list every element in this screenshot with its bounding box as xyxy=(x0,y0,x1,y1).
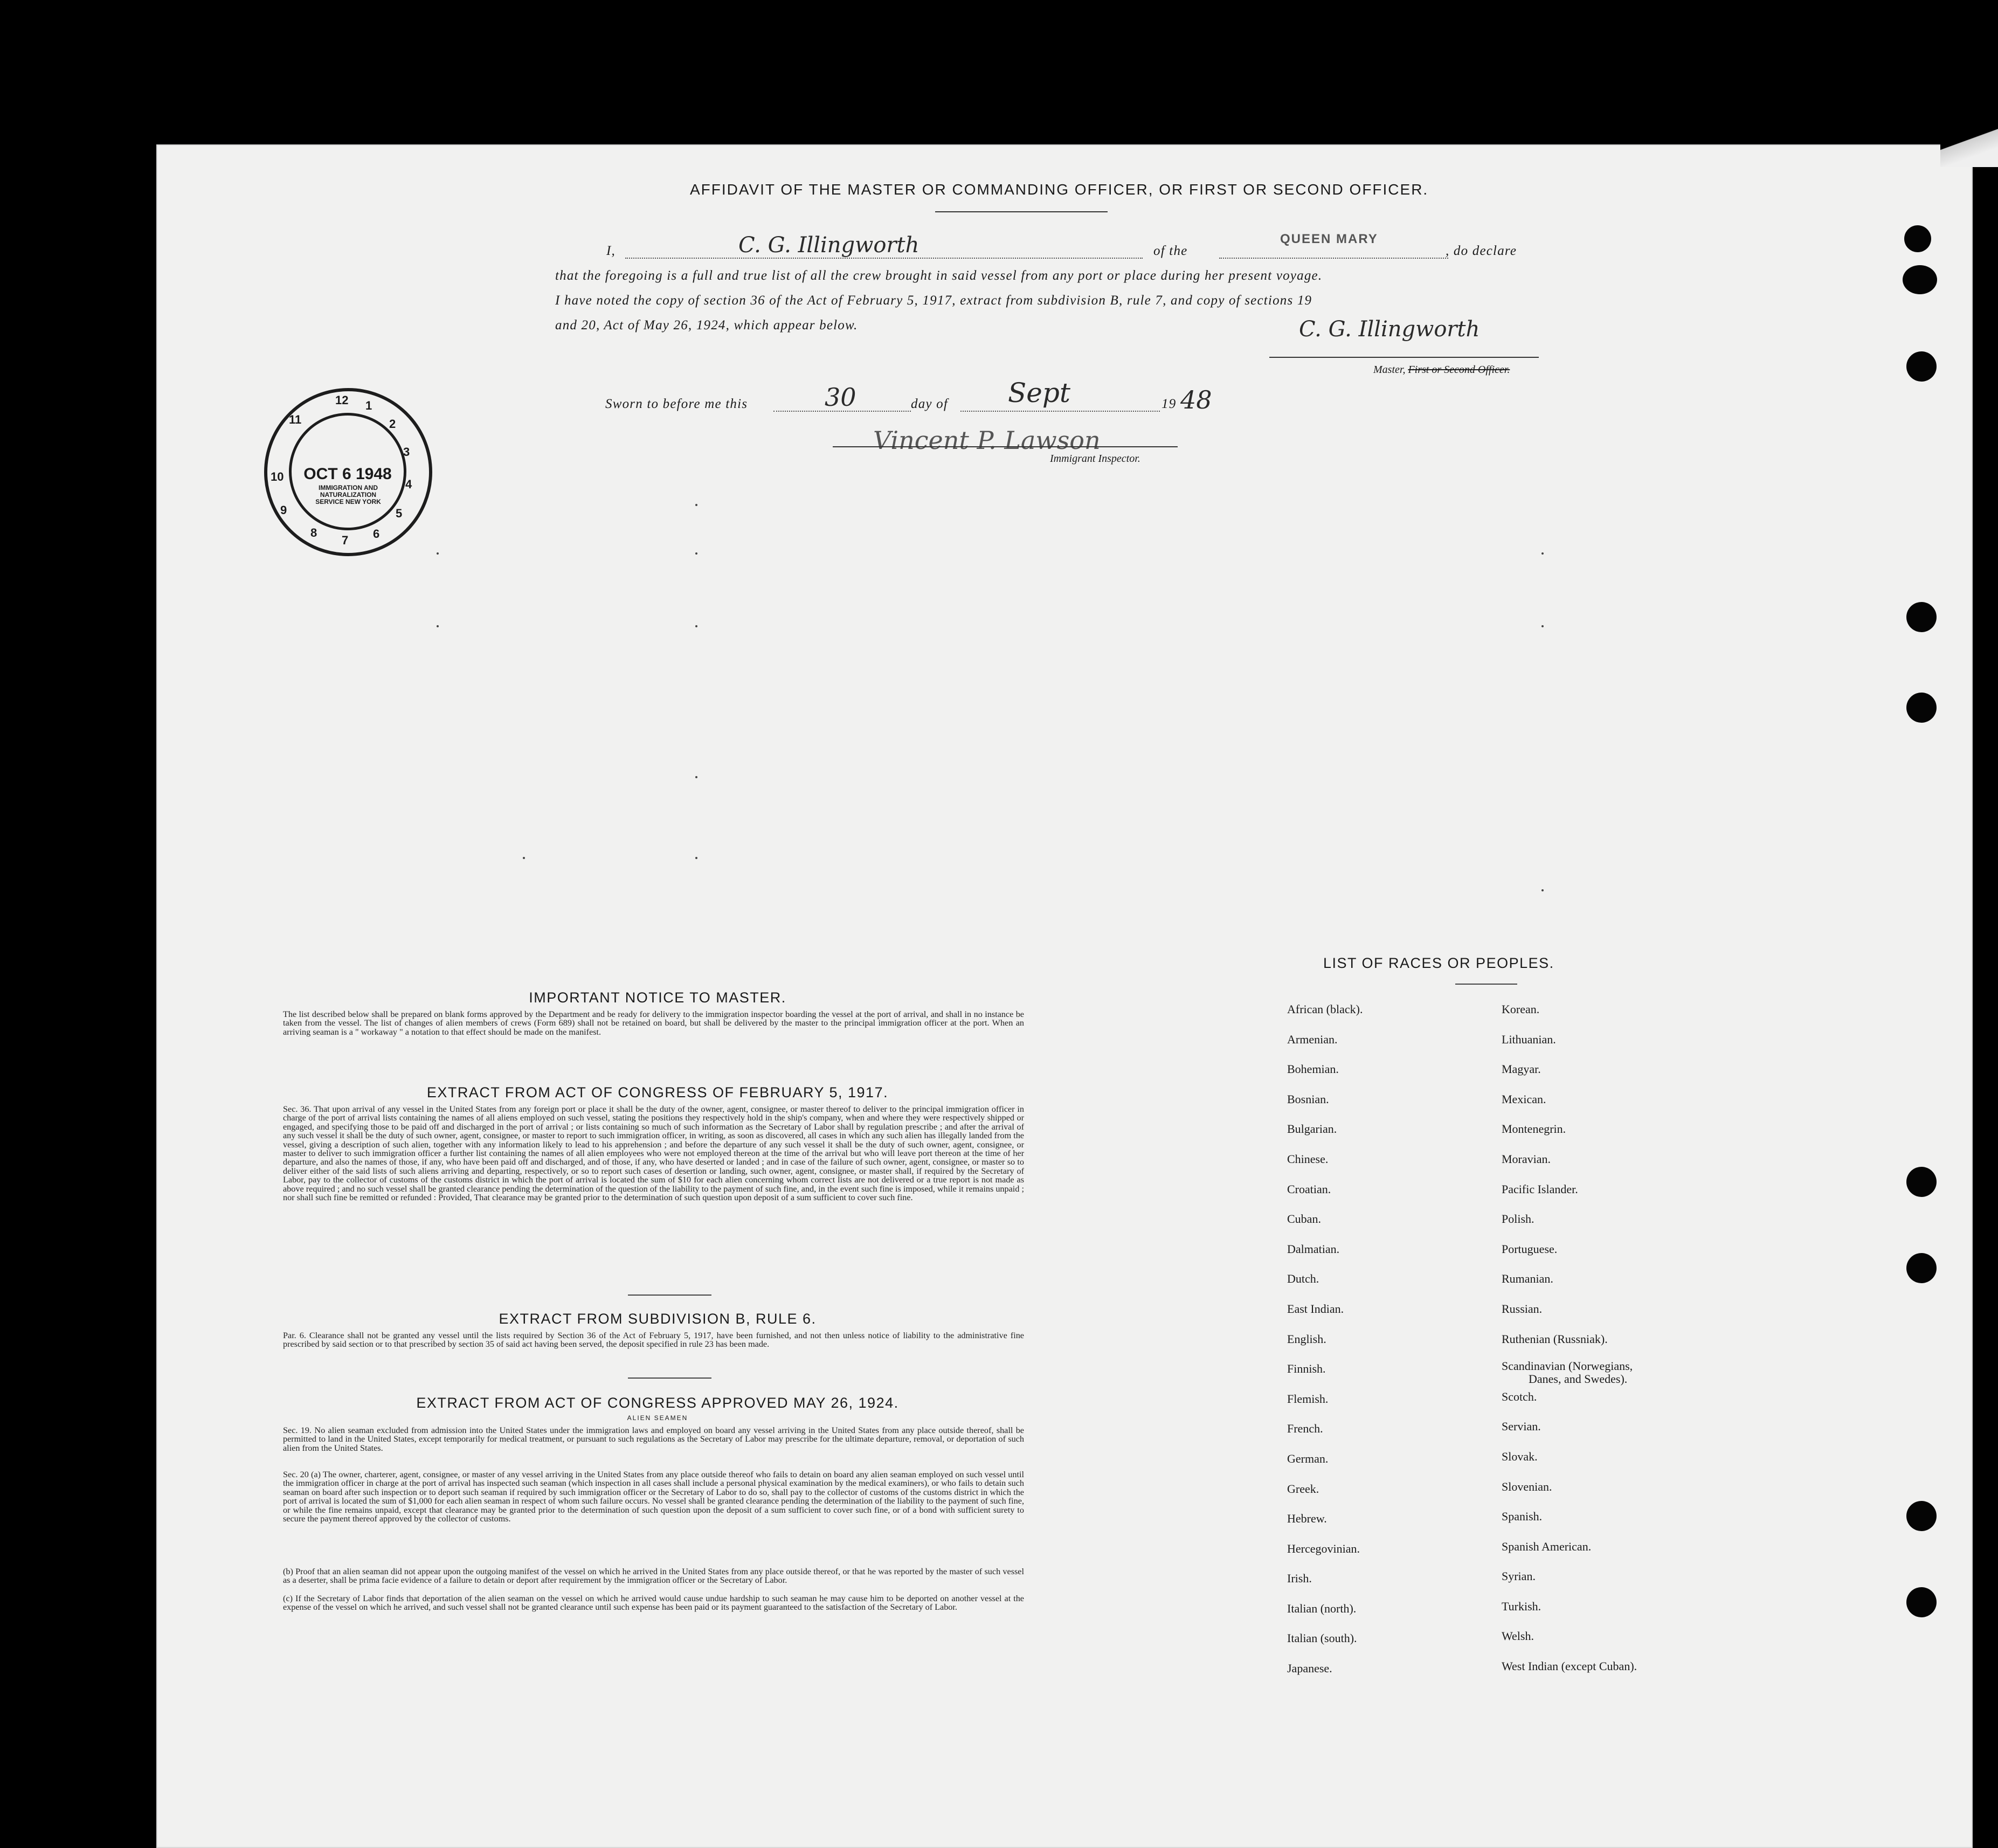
extract-1924-sec20a: Sec. 20 (a) The owner, charterer, agent, consignee, or master of any vessel arriving in the United States from any place outside thereof who fails to detain on board any alien seaman employed on such vessel until the immigration officer in charge at the port of arrival has inspected such seaman (which inspection in all cases shall include a personal physical examination by the medical examiners), or who fails to detain such seaman on board after such inspection or to deport such seaman if required by such immigration officer or the Secretary of Labor to do so, shall pay to the collector of customs of the customs district in which the port of arrival is located the sum of $1,000 for each alien seaman in respect of whom such failure occurs. No vessel shall be granted clearance pending the determination of the liability to the payment of such fine, or while the fine remains unpaid, except that clearance may be granted prior to the determination of such question upon the deposit of a sum sufficient to cover such fine, or of a bond with sufficient surety to secure the payment thereof approved by the collector of customs. xyxy=(283,1470,1024,1524)
sworn-year-suffix: 48 xyxy=(1180,385,1212,414)
sworn-prefix: Sworn to before me this xyxy=(605,397,748,411)
race-item: Syrian. xyxy=(1502,1569,1536,1583)
section-divider xyxy=(628,1295,711,1296)
ruling-dot xyxy=(695,552,697,555)
race-item: English. xyxy=(1287,1332,1326,1346)
master-caption-struck: First or Second Officer. xyxy=(1408,364,1510,376)
race-item: Chinese. xyxy=(1287,1152,1329,1166)
punch-hole xyxy=(1906,602,1937,632)
race-item: East Indian. xyxy=(1287,1302,1344,1316)
race-item: West Indian (except Cuban). xyxy=(1502,1659,1637,1673)
ruling-dot xyxy=(523,857,525,859)
race-item: Cuban. xyxy=(1287,1212,1321,1226)
punch-hole xyxy=(1906,1167,1937,1197)
punch-hole xyxy=(1906,351,1937,382)
race-item: Welsh. xyxy=(1502,1629,1534,1643)
race-item: Italian (south). xyxy=(1287,1631,1357,1645)
section-divider xyxy=(628,1378,711,1379)
ruling-dot xyxy=(1541,552,1544,555)
affidavit-title: AFFIDAVIT OF THE MASTER OR COMMANDING OFFICER, OR FIRST OR SECOND OFFICER. xyxy=(690,181,1429,198)
race-item: Russian. xyxy=(1502,1302,1543,1316)
race-item: Italian (north). xyxy=(1287,1601,1357,1615)
signer-blank xyxy=(625,258,1143,259)
ruling-dot xyxy=(1541,625,1544,627)
race-item: Turkish. xyxy=(1502,1599,1541,1613)
stamp-agency: IMMIGRATION AND NATURALIZATION SERVICE NEW YORK xyxy=(315,484,381,506)
stamp-hour: 2 xyxy=(389,417,396,431)
received-date-stamp xyxy=(264,388,432,556)
stamp-hour: 3 xyxy=(403,445,410,459)
race-item: Croatian. xyxy=(1287,1182,1331,1196)
race-item: Slovak. xyxy=(1502,1449,1538,1463)
races-column-1 xyxy=(1287,1002,1363,1692)
affidavit-line-2: that the foregoing is a full and true list of all the crew brought in said vessel from any port or place during her present voyage. xyxy=(555,268,1323,283)
inspector-caption: Immigrant Inspector. xyxy=(1050,453,1140,465)
stamp-hour: 8 xyxy=(310,526,317,539)
races-title-divider xyxy=(1455,984,1517,985)
race-item: Magyar. xyxy=(1502,1062,1541,1076)
ruling-dot xyxy=(437,625,439,627)
stamp-hour: 9 xyxy=(280,503,287,517)
sworn-month: Sept xyxy=(1008,377,1070,409)
stamp-hour: 11 xyxy=(289,413,302,426)
race-item: Greek. xyxy=(1287,1482,1319,1496)
race-item: Bulgarian. xyxy=(1287,1122,1337,1136)
race-item: Spanish. xyxy=(1502,1510,1543,1524)
race-item: Hercegovinian. xyxy=(1287,1541,1360,1555)
race-item: Armenian. xyxy=(1287,1032,1338,1046)
signer-handwriting: C. G. Illingworth xyxy=(738,233,920,258)
race-item: Pacific Islander. xyxy=(1502,1182,1578,1196)
title-divider xyxy=(935,211,1108,212)
stamp-hour: 6 xyxy=(373,527,380,541)
inspector-signature-line xyxy=(833,446,1178,447)
master-signature: C. G. Illingworth xyxy=(1299,317,1480,342)
race-item: Korean. xyxy=(1502,1002,1540,1016)
race-item: Servian. xyxy=(1502,1420,1541,1434)
race-item: German. xyxy=(1287,1451,1329,1465)
race-item: Dutch. xyxy=(1287,1272,1319,1286)
page-fold-corner xyxy=(1940,124,1998,167)
rule-6-text: Par. 6. Clearance shall not be granted any vessel until the lists required by Section 36 of the Act of February 5, 1917, have been furnished, and not then unless notice of liability to the administrative fine prescribed by said section or to that prescribed by section 35 of said act having been served, the deposit specified in rule 23 has been made. xyxy=(283,1331,1024,1349)
rule-6-heading: EXTRACT FROM SUBDIVISION B, RULE 6. xyxy=(499,1311,817,1327)
master-signature-line xyxy=(1269,357,1539,358)
stamp-date: OCT 6 1948 xyxy=(303,465,392,483)
extract-1917-text: Sec. 36. That upon arrival of any vessel in the United States from any foreign port or place it shall be the duty of the owner, agent, consignee, or master thereof to deliver to the principal immigration officer in charge of the port of arrival lists containing the names of all aliens employed on such vessel, stating the positions they respectively hold in the ship's company, when and where they were respectively shipped or engaged, and specifying those to be paid off and discharged in the port of arrival ; or lists containing so much of such information as the Secretary of Labor shall by regulation prescribe ; and after the arrival of any such vessel it shall be the duty of such owner, agent, consignee, or master to report to such immigration officer, in writing, as soon as discovered, all cases in which any such alien has illegally landed from the vessel, giving a description of such alien, together with any information likely to lead to his apprehension ; and before the departure of any such vessel it shall be the duty of such owner, agent, consignee, or master to deliver to such immigration officer a further list containing the names of all alien employees who were not employed thereon at the time of the arrival but who will leave port thereon at the time of her departure, and also the names of those, if any, who have been paid off and discharged, and of those, if any, who have deserted or landed ; and in case of the failure of such owner, agent, consignee, or master so to deliver either of the said lists of such aliens arriving and departing, respectively, or so to report such cases of desertion or landing, such owner, agent, consignee, or master shall, if required by the Secretary of Labor, pay to the collector of customs of the customs district in which the port of arrival is located the sum of $10 for each alien concerning whom correct lists are not delivered or a true report is not made as above required ; and no such vessel shall be granted clearance pending the determination of the question of the liability to the payment of such fine, and, in the event such fine is imposed, while it remains unpaid ; nor shall such fine be remitted or refunded : Provided, That clearance may be granted prior to the determination of such question upon deposit of a sum sufficient to cover such fine. xyxy=(283,1104,1024,1203)
extract-1924-subheading: ALIEN SEAMEN xyxy=(627,1414,688,1422)
ruling-dot xyxy=(695,776,697,778)
races-title: LIST OF RACES OR PEOPLES. xyxy=(1323,955,1554,971)
race-item: Scotch. xyxy=(1502,1389,1537,1403)
stamp-hour: 12 xyxy=(335,393,349,407)
race-item: Spanish American. xyxy=(1502,1539,1592,1553)
stamp-hour: 1 xyxy=(365,399,372,412)
race-item: Moravian. xyxy=(1502,1152,1551,1166)
race-item: Japanese. xyxy=(1287,1662,1332,1676)
race-item: Irish. xyxy=(1287,1572,1312,1586)
race-item: French. xyxy=(1287,1422,1323,1436)
notice-text: The list described below shall be prepared on blank forms approved by the Department and be ready for delivery to the immigration inspector boarding the vessel at the port of arrival, and shall in no instance be taken from the vessel. The list of changes of alien members of crews (Form 689) shall not be retained on board, but shall be delivered by the master to the principal immigration officer at the port. When an arriving seaman is a " workaway " a notation to that effect should be made on the manifest. xyxy=(283,1009,1024,1037)
race-item: Ruthenian (Russniak). xyxy=(1502,1332,1608,1346)
race-item-multiline xyxy=(1502,1360,1637,1390)
stamp-hour: 7 xyxy=(342,534,349,547)
ruling-dot xyxy=(1541,889,1544,891)
ship-blank xyxy=(1219,258,1448,259)
race-item: Scandinavian (Norwegians, xyxy=(1502,1359,1633,1373)
affidavit-line-4: and 20, Act of May 26, 1924, which appear below. xyxy=(555,318,858,333)
stamp-hour: 4 xyxy=(405,477,412,491)
races-column-2 xyxy=(1502,1002,1637,1690)
sworn-day: 30 xyxy=(825,383,856,412)
extract-1924-sec20b: (b) Proof that an alien seaman did not appear upon the outgoing manifest of the vessel on which he arrived in the United States from any place outside thereof, or that he was reported by the master of such vessel as a deserter, shall be prima facie evidence of a failure to detain or deport after requirement by the immigration officer or the Secretary of Labor. xyxy=(283,1567,1024,1586)
race-item: Lithuanian. xyxy=(1502,1032,1556,1046)
sworn-day-label: day of xyxy=(911,397,948,411)
race-item: African (black). xyxy=(1287,1002,1363,1016)
ruling-dot xyxy=(695,857,697,859)
master-caption xyxy=(1373,364,1510,376)
race-item: Hebrew. xyxy=(1287,1512,1327,1526)
punch-hole xyxy=(1906,1253,1937,1283)
race-item: Mexican. xyxy=(1502,1092,1546,1106)
race-item: Bosnian. xyxy=(1287,1092,1329,1106)
race-item: Flemish. xyxy=(1287,1392,1329,1406)
notice-heading: IMPORTANT NOTICE TO MASTER. xyxy=(529,989,786,1006)
ruling-dot xyxy=(695,625,697,627)
inspector-signature: Vincent P. Lawson xyxy=(873,426,1101,455)
race-item: Bohemian. xyxy=(1287,1062,1339,1076)
punch-hole xyxy=(1904,225,1931,252)
stamp-hour: 10 xyxy=(271,470,284,483)
race-item: Rumanian. xyxy=(1502,1272,1553,1286)
stamp-hour: 5 xyxy=(396,507,403,520)
ruling-dot xyxy=(437,552,439,555)
sworn-year-prefix: 19 xyxy=(1162,397,1177,411)
race-item: Montenegrin. xyxy=(1502,1122,1566,1136)
race-item: Finnish. xyxy=(1287,1362,1326,1376)
punch-hole xyxy=(1906,1587,1937,1617)
punch-hole xyxy=(1906,1501,1937,1531)
race-item: Danes, and Swedes). xyxy=(1529,1372,1628,1386)
master-caption-prefix: Master, xyxy=(1373,364,1406,376)
race-item: Polish. xyxy=(1502,1212,1534,1226)
extract-1924-sec20c: (c) If the Secretary of Labor finds that deportation of the alien seaman on the vessel on which he arrived would cause undue hardship to such seaman he may cause him to be deported on another vessel at the expense of the vessel on which he arrived, and such vessel shall not be granted clearance until such expense has been paid or its payment guaranteed to the satisfaction of the Secretary of Labor. xyxy=(283,1594,1024,1612)
extract-1924-heading: EXTRACT FROM ACT OF CONGRESS APPROVED MAY 26, 1924. xyxy=(416,1395,899,1411)
punch-hole xyxy=(1906,693,1937,723)
ruling-dot xyxy=(695,504,697,506)
punch-hole xyxy=(1903,265,1937,294)
extract-1917-heading: EXTRACT FROM ACT OF CONGRESS OF FEBRUARY 5, 1917. xyxy=(426,1084,889,1101)
ship-name: QUEEN MARY xyxy=(1280,232,1378,246)
race-item: Slovenian. xyxy=(1502,1479,1552,1493)
month-blank xyxy=(960,411,1160,412)
extract-1924-sec19: Sec. 19. No alien seaman excluded from admission into the United States under the immigration laws and employed on board any vessel arriving in the United States from any place outside thereof, shall be permitted to land in the United States, except temporarily for medical treatment, or pursuant to such regulations as the Secretary of Labor may prescribe for the ultimate departure, removal, or deportation of such alien from the United States. xyxy=(283,1425,1024,1453)
race-item: Dalmatian. xyxy=(1287,1242,1340,1256)
affidavit-of-the: of the xyxy=(1153,244,1188,258)
affidavit-line-3: I have noted the copy of section 36 of the Act of February 5, 1917, extract from subdivision B, rule 7, and copy of sections 19 xyxy=(555,293,1312,308)
affidavit-prefix: I, xyxy=(606,244,616,258)
affidavit-declare: , do declare xyxy=(1446,244,1517,258)
race-item: Portuguese. xyxy=(1502,1242,1558,1256)
